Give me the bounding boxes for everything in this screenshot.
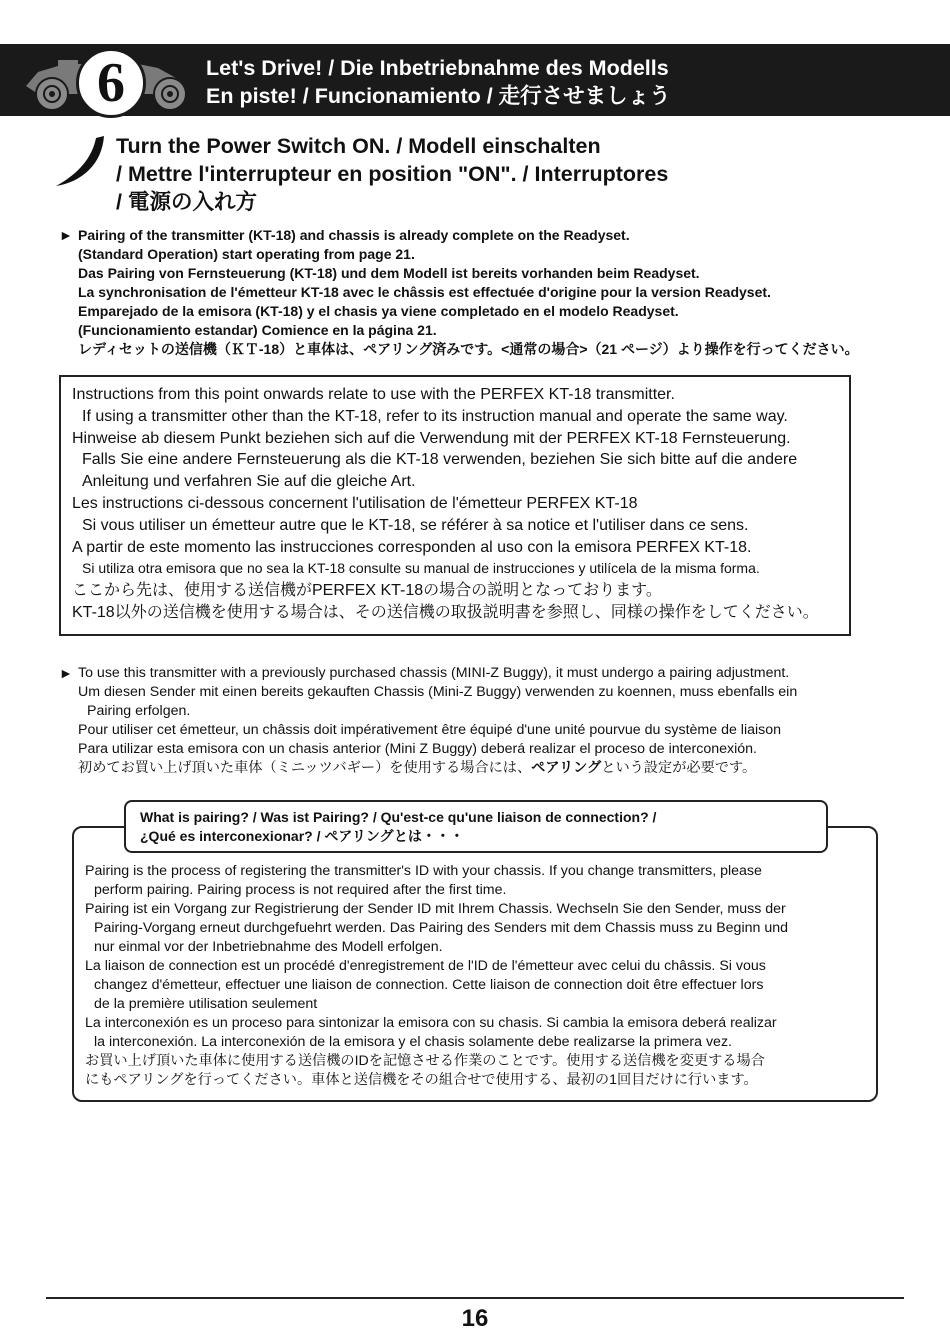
section-title-line: / 電源の入れ方 (116, 190, 257, 214)
footer-divider (46, 1297, 904, 1299)
header-title-line: En piste! / Funcionamiento / 走行させましょう (206, 84, 671, 108)
bullet-arrow-icon: ► (59, 227, 73, 243)
pairing-line: de la première utilisation seulement (94, 996, 318, 1012)
pairing-line: changez d'émetteur, effectuer une liaison de connection. Cette liaison de connection doit être effectuer lors (94, 977, 764, 993)
note-line: Um diesen Sender mit einen bereits gekauften Chassis (Mini-Z Buggy) verwenden zu koennen, muss ebenfalls ein (78, 684, 798, 700)
note-text: という設定が必要です。 (601, 760, 757, 776)
pairing-term: ペアリング (531, 760, 602, 776)
header-title-line: Let's Drive! / Die Inbetriebnahme des Modells (206, 56, 669, 80)
step-number-badge (76, 48, 146, 118)
note-line: Pairing of the transmitter (KT-18) and chassis is already complete on the Readyset. (78, 227, 630, 243)
section-title-line: / Mettre l'interrupteur en position "ON". / Interruptores (116, 162, 669, 186)
note-line: La synchronisation de l'émetteur KT-18 avec le châssis est effectuée d'origine pour la version Readyset. (78, 284, 771, 300)
note-line: Pairing erfolgen. (87, 703, 191, 719)
note-line: (Standard Operation) start operating from page 21. (78, 246, 415, 262)
instructions-line: Les instructions ci-dessous concernent l'utilisation de l'émetteur PERFEX KT-18 (72, 494, 638, 512)
instructions-line: Hinweise ab diesem Punkt beziehen sich auf die Verwendung mit der PERFEX KT-18 Fernsteuerung. (72, 429, 791, 447)
pairing-line: la interconexión. La interconexión de la emisora y el chasis solamente debe realizarse la primera vez. (94, 1034, 732, 1050)
instructions-line: Anleitung und verfahren Sie auf die gleiche Art. (82, 473, 416, 491)
note-line (78, 759, 797, 778)
pairing-line: Pairing ist ein Vorgang zur Registrierung der Sender ID mit Ihrem Chassis. Wechseln Sie den Sender, muss der (85, 901, 786, 917)
instructions-line: Instructions from this point onwards relate to use with the PERFEX KT-18 transmitter. (72, 386, 675, 403)
note-line: Para utilizar esta emisora con un chasis anterior (Mini Z Buggy) deberá realizar el proceso de interconexión. (78, 741, 757, 757)
note-line: To use this transmitter with a previously purchased chassis (MINI-Z Buggy), it must undergo a pairing adjustment. (78, 665, 790, 681)
readyset-pairing-note (78, 226, 859, 359)
step-number: 6 (97, 52, 125, 114)
instructions-line: ここから先は、使用する送信機がPERFEX KT-18の場合の説明となっております。 (72, 582, 662, 600)
instructions-line: If using a transmitter other than the KT-18, refer to its instruction manual and operate the same way. (82, 407, 788, 425)
pairing-line: La liaison de connection est un procédé d'enregistrement de l'ID de l'émetteur avec celui du châssis. Si vous (85, 958, 766, 974)
section-header-banner (0, 44, 950, 116)
header-title (206, 54, 671, 110)
instructions-line: Si vous utiliser un émetteur autre que le KT-18, se référer à sa notice et l'utiliser dans ce sens. (82, 516, 749, 534)
note-text: 初めてお買い上げ頂いた車体（ミニッツバギー）を使用する場合には、 (78, 760, 532, 776)
pairing-heading (140, 808, 656, 846)
instructions-line: KT-18以外の送信機を使用する場合は、その送信機の取扱説明書を参照し、同様の操作をしてください。 (72, 603, 819, 621)
note-line: Das Pairing von Fernsteuerung (KT-18) und dem Modell ist bereits vorhanden beim Readyset. (78, 265, 700, 281)
pairing-line: nur einmal vor der Inbetriebnahme des Modell erfolgen. (94, 939, 443, 955)
page-number: 16 (461, 1305, 489, 1332)
pairing-line: お買い上げ頂いた車体に使用する送信機のIDを記憶させる作業のことです。使用する送信機を変更する場合 (85, 1053, 765, 1069)
section-title-line: Turn the Power Switch ON. / Modell einschalten (116, 134, 601, 158)
note-line: (Funcionamiento estandar) Comience en la página 21. (78, 322, 437, 338)
instructions-line: Si utiliza otra emisora que no sea la KT-18 consulte su manual de instrucciones y utilícela de la misma forma. (82, 560, 760, 577)
instructions-line: A partir de este momento las instrucciones corresponden al uso con la emisora PERFEX KT-18. (72, 538, 752, 556)
crescent-icon (52, 134, 108, 188)
instructions-line: Falls Sie eine andere Fernsteuerung als die KT-18 verwenden, beziehen Sie sich bitte auf die andere (82, 451, 798, 469)
pairing-explanation-text (85, 862, 788, 1090)
pairing-heading-line: ¿Qué es interconexionar? / ペアリングとは・・・ (140, 828, 464, 844)
bullet-arrow-icon: ► (59, 665, 73, 681)
note-line: Pour utiliser cet émetteur, un châssis doit impérativement être équipé d'une unité pourvue du système de liaison (78, 722, 782, 738)
pairing-line: La interconexión es un proceso para sintonizar la emisora con su chasis. Si cambia la emisora deberá realizar (85, 1015, 777, 1031)
note-line: レディセットの送信機（ＫＴ-18）と車体は、ペアリング済みです。<通常の場合>（21 ページ）より操作を行ってください。 (78, 341, 859, 357)
pairing-line: にもペアリングを行ってください。車体と送信機をその組合せで使用する、最初の1回目だけに行います。 (85, 1072, 758, 1088)
pairing-line: Pairing-Vorgang erneut durchgefuehrt werden. Das Pairing des Senders mit dem Chassis muss zu Beginn und (94, 920, 788, 936)
instructions-text (72, 384, 819, 624)
pairing-line: perform pairing. Pairing process is not required after the first time. (94, 882, 507, 898)
note-line: Emparejado de la emisora (KT-18) y el chasis ya viene completado en el modelo Readyset. (78, 303, 679, 319)
section-title (116, 132, 916, 216)
pairing-line: Pairing is the process of registering the transmitter's ID with your chassis. If you change transmitters, please (85, 863, 762, 879)
previous-chassis-note (78, 664, 797, 778)
pairing-heading-line: What is pairing? / Was ist Pairing? / Qu'est-ce qu'une liaison de connection? / (140, 809, 657, 825)
